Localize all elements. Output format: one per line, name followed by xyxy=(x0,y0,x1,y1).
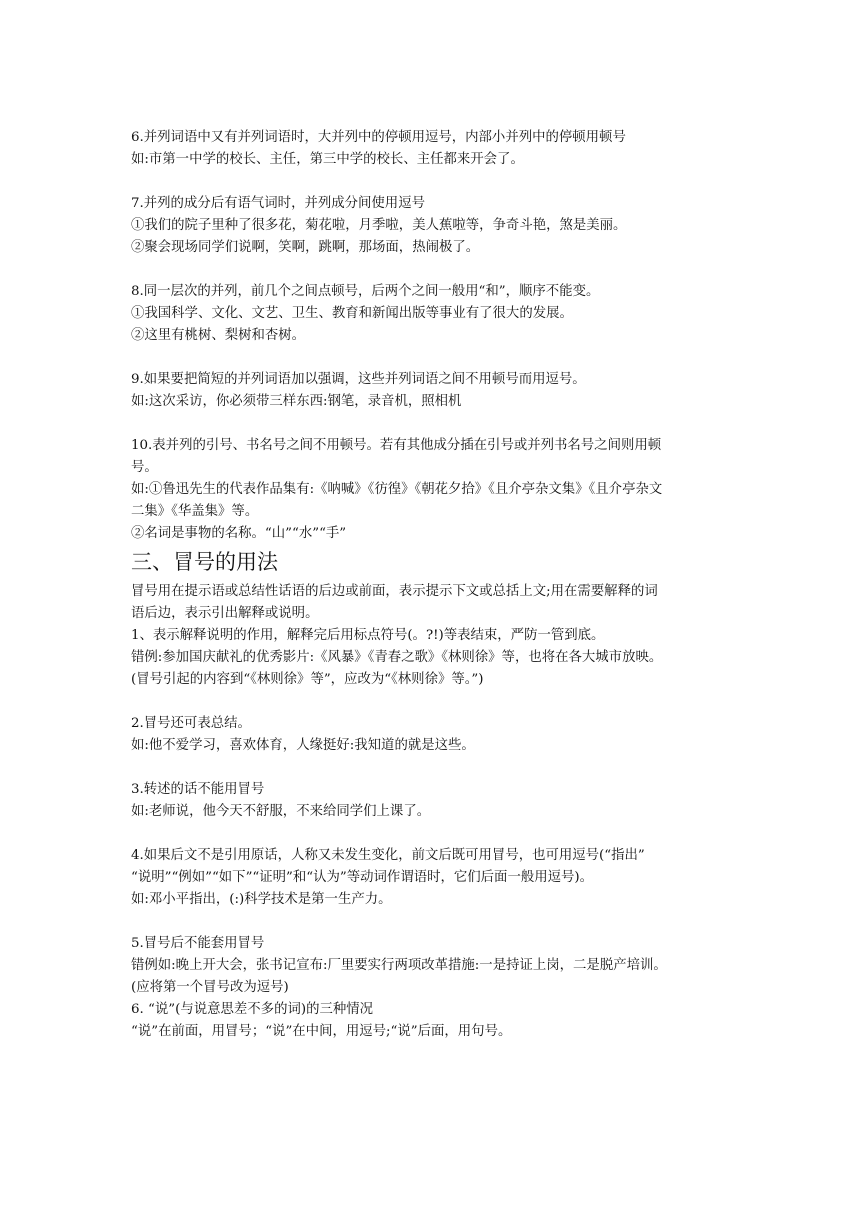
colon-rule-1-error-example: 错例:参加国庆献礼的优秀影片:《风暴》《青春之歌》《林则徐》等，也将在各大城市放映。 xyxy=(131,650,663,665)
colon-rule-2-example: 如:他不爱学习，喜欢体育，人缘挺好:我知道的就是这些。 xyxy=(131,738,475,753)
colon-rule-4-example: 如:邓小平指出，(:)科学技术是第一生产力。 xyxy=(131,892,392,907)
colon-rule-1-title: 1、表示解释说明的作用，解释完后用标点符号(。?!)等表结束，严防一管到底。 xyxy=(131,628,605,643)
spacer xyxy=(131,259,737,281)
colon-rule-1-correction: (冒号引起的内容到“《林则徐》等”，应改为“《林则徐》等。”) xyxy=(131,672,484,687)
section-7-example-1: ①我们的院子里种了很多花，菊花啦，月季啦，美人蕉啦等，争奇斗艳，煞是美丽。 xyxy=(131,218,627,233)
document-page xyxy=(131,127,737,1043)
colon-rule-5-error-example: 错例如:晚上开大会，张书记宣布:厂里要实行两项改革措施:一是持证上岗，二是脱产培训。 xyxy=(131,958,667,973)
section-9-example: 如:这次采访，你必须带三样东西:钢笔，录音机，照相机 xyxy=(131,394,462,409)
colon-rule-4-title-line-1: 4.如果后文不是引用原话，人称又未发生变化，前文后既可用冒号，也可用逗号(“指出” xyxy=(131,848,645,863)
section-7-title: 7.并列的成分后有语气词时，并列成分间使用逗号 xyxy=(131,196,425,211)
spacer xyxy=(131,911,737,933)
colon-rule-2-title: 2.冒号还可表总结。 xyxy=(131,716,251,731)
spacer xyxy=(131,347,737,369)
section-6-title: 6.并列词语中又有并列词语时，大并列中的停顿用逗号，内部小并列中的停顿用顿号 xyxy=(131,130,626,145)
section-7-example-2: ②聚会现场同学们说啊，笑啊，跳啊，那场面，热闹极了。 xyxy=(131,240,480,255)
spacer xyxy=(131,413,737,435)
spacer xyxy=(131,171,737,193)
colon-rule-5-correction: (应将第一个冒号改为逗号) xyxy=(131,980,289,995)
colon-rule-6-title: 6. “说”(与说意思差不多的词)的三种情况 xyxy=(131,1002,374,1017)
section-8-example-2: ②这里有桃树、梨树和杏树。 xyxy=(131,328,306,343)
section-10-title-line-2: 号。 xyxy=(131,460,158,475)
section-8-title: 8.同一层次的并列，前几个之间点顿号，后两个之间一般用“和”，顺序不能变。 xyxy=(131,284,600,299)
section-10-example-1-line-2: 二集》《华盖集》等。 xyxy=(131,504,259,519)
spacer xyxy=(131,823,737,845)
colon-intro-line-2: 语后边，表示引出解释或说明。 xyxy=(131,606,319,621)
colon-rule-3-example: 如:老师说，他今天不舒服，不来给同学们上课了。 xyxy=(131,804,431,819)
section-8-example-1: ①我国科学、文化、文艺、卫生、教育和新闻出版等事业有了很大的发展。 xyxy=(131,306,573,321)
spacer xyxy=(131,757,737,779)
section-10-example-2: ②名词是事物的名称。“山”“水”“手” xyxy=(131,526,347,541)
colon-rule-4-title-line-2: “说明”“例如”“如下”“证明”和“认为”等动词作谓语时，它们后面一般用逗号)。 xyxy=(131,870,594,885)
colon-intro-line-1: 冒号用在提示语或总结性话语的后边或前面，表示提示下文或总括上文;用在需要解释的词 xyxy=(131,584,658,599)
colon-rule-5-title: 5.冒号后不能套用冒号 xyxy=(131,936,265,951)
colon-rule-3-title: 3.转述的话不能用冒号 xyxy=(131,782,265,797)
section-9-title: 9.如果要把简短的并列词语加以强调，这些并列词语之间不用顿号而用逗号。 xyxy=(131,372,586,387)
section-heading-colon-usage: 三、冒号的用法 xyxy=(131,550,278,574)
section-6-example: 如:市第一中学的校长、主任，第三中学的校长、主任都来开会了。 xyxy=(131,152,524,167)
colon-rule-6-example: “说”在前面，用冒号；“说”在中间，用逗号;“说”后面，用句号。 xyxy=(131,1024,512,1039)
section-10-example-1-line-1: 如:①鲁迅先生的代表作品集有:《呐喊》《彷徨》《朝花夕拾》《且介亭杂文集》《且介亭杂文 xyxy=(131,482,663,497)
section-10-title-line-1: 10.表并列的引号、书名号之间不用顿号。若有其他成分插在引号或并列书名号之间则用顿 xyxy=(131,438,662,453)
spacer xyxy=(131,691,737,713)
